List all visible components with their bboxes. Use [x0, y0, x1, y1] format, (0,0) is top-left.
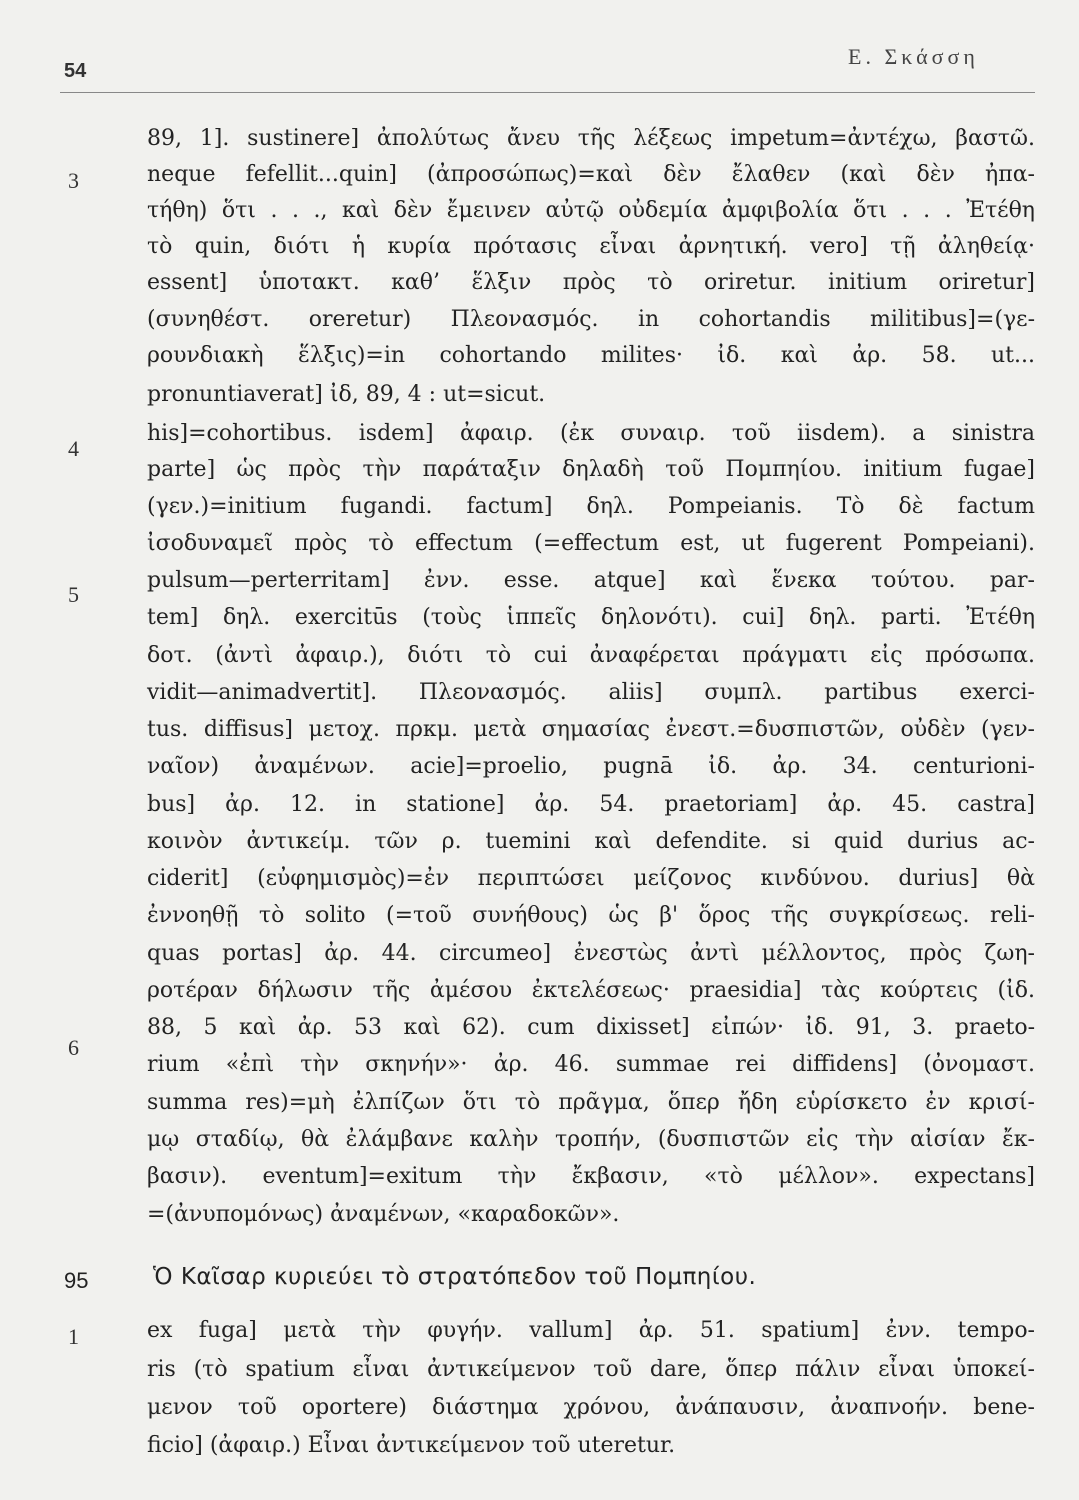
text-line: bus] ἀρ. 12. in statione] ἀρ. 54. praetoriam] ἀρ. 45. castra] [147, 792, 1035, 817]
text-line: ciderit] (εὐφημισμὸς)=ἐν περιπτώσει μείζονος κινδύνου. durius] θὰ [147, 866, 1035, 891]
text-line: ἐννοηθῇ τὸ solito (=τοῦ συνήθους) ὡς β' ὅρος τῆς συγκρίσεως. reli- [147, 903, 1035, 928]
text-line: βασιν). eventum]=exitum τὴν ἔκβασιν, «τὸ μέλλον». expectans] [147, 1164, 1035, 1189]
text-line: essent] ὑποτακτ. καθ’ ἕλξιν πρὸς τὸ oriretur. initium oriretur] [147, 270, 1035, 295]
section-number: 95 [64, 1268, 89, 1293]
text-line: neque fefellit...quin] (ἀπροσώπως)=καὶ δὲν ἔλαθεν (καὶ δὲν ἠπα- [147, 162, 1035, 187]
text-line: tem] δηλ. exercitūs (τοὺς ἱππεῖς δηλονότι). cui] δηλ. parti. Ἐτέθη [147, 605, 1035, 630]
text-line: vidit—animadvertit]. Πλεονασμός. aliis] συμπλ. partibus exerci- [147, 680, 1035, 705]
text-line: ris (τὸ spatium εἶναι ἀντικείμενον τοῦ dare, ὅπερ πάλιν εἶναι ὑποκεί- [147, 1357, 1035, 1382]
margin-number: 6 [68, 1035, 79, 1060]
page-number: 54 [64, 60, 87, 82]
text-line: 89, 1]. sustinere] ἀπολύτως ἄνευ τῆς λέξεως impetum=ἀντέχω, βαστῶ. [147, 126, 1035, 151]
text-line: ficio] (ἀφαιρ.) Εἶναι ἀντικείμενον τοῦ uteretur. [147, 1433, 676, 1458]
text-line: =(ἀνυπομόνως) ἀναμένων, «καραδοκῶν». [147, 1202, 620, 1227]
text-line: τήθη) ὅτι . . ., καὶ δὲν ἔμεινεν αὐτῷ οὐδεμία ἀμφιβολία ὅτι . . . Ἐτέθη [147, 198, 1035, 223]
text-line: ex fuga] μετὰ τὴν φυγήν. vallum] ἀρ. 51. spatium] ἐνν. tempo- [147, 1318, 1035, 1343]
text-line: κοινὸν ἀντικείμ. τῶν ρ. tuemini καὶ defendite. si quid durius ac- [147, 829, 1035, 854]
text-line: (συνηθέστ. oreretur) Πλεονασμός. in cohortandis militibus]=(γε- [147, 307, 1035, 332]
header-rule [60, 92, 1035, 93]
text-line: δοτ. (ἀντὶ ἀφαιρ.), διότι τὸ cui ἀναφέρεται πράγματι εἰς πρόσωπα. [147, 643, 1035, 668]
text-line: (γεν.)=initium fugandi. factum] δηλ. Pompeianis. Τὸ δὲ factum [147, 494, 1035, 519]
text-line: tus. diffisus] μετοχ. πρκμ. μετὰ σημασίας ἐνεστ.=δυσπιστῶν, οὐδὲν (γεν- [147, 717, 1035, 742]
text-line: ρουνδιακὴ ἕλξις)=in cohortando milites· ἰδ. καὶ ἀρ. 58. ut... [147, 343, 1035, 368]
margin-number: 5 [68, 582, 79, 607]
text-line: 88, 5 καὶ ἀρ. 53 καὶ 62). cum dixisset] εἰπών· ἰδ. 91, 3. praeto- [147, 1015, 1035, 1040]
text-line: μῳ σταδίῳ, θὰ ἐλάμβανε καλὴν τροπήν, (δυσπιστῶν εἰς τὴν αἰσίαν ἔκ- [147, 1127, 1035, 1152]
text-line: pulsum—perterritam] ἐνν. esse. atque] καὶ ἕνεκα τούτου. par- [147, 568, 1035, 593]
text-line: ροτέραν δήλωσιν τῆς ἀμέσου ἐκτελέσεως· praesidia] τὰς κούρτεις (ἰδ. [147, 978, 1035, 1003]
text-line: ἰσοδυναμεῖ πρὸς τὸ effectum (=effectum est, ut fugerent Pompeiani). [147, 531, 1035, 556]
text-line: μενον τοῦ oportere) διάστημα χρόνου, ἀνάπαυσιν, ἀναπνοήν. bene- [147, 1395, 1035, 1420]
text-line: summa res)=μὴ ἐλπίζων ὅτι τὸ πρᾶγμα, ὅπερ ἤδη εὑρίσκετο ἐν κρισί- [147, 1090, 1035, 1115]
section-heading: Ὁ Καῖσαρ κυριεύει τὸ στρατόπεδον τοῦ Πομπηίου. [153, 1264, 757, 1290]
margin-number: 3 [68, 168, 79, 193]
text-line: his]=cohortibus. isdem] ἀφαιρ. (ἐκ συναιρ. τοῦ iisdem). a sinistra [147, 421, 1035, 446]
text-line: rium «ἐπὶ τὴν σκηνήν»· ἀρ. 46. summae rei diffidens] (ὀνομαστ. [147, 1052, 1035, 1077]
margin-number: 4 [68, 436, 79, 461]
text-line: ναῖον) ἀναμένων. acie]=proelio, pugnā ἰδ. ἀρ. 34. centurioni- [147, 754, 1035, 779]
text-line: τὸ quin, διότι ἡ κυρία πρότασις εἶναι ἀρνητική. vero] τῇ ἀληθείᾳ· [147, 234, 1035, 259]
margin-number: 1 [68, 1324, 79, 1349]
text-line: quas portas] ἀρ. 44. circumeo] ἐνεστὼς ἀντὶ μέλλοντος, πρὸς ζωη- [147, 941, 1035, 966]
text-line: parte] ὡς πρὸς τὴν παράταξιν δηλαδὴ τοῦ Πομπηίου. initium fugae] [147, 457, 1035, 482]
running-head: Ε. Σκάσση [848, 44, 979, 69]
text-line: pronuntiaverat] ἰδ, 89, 4 : ut=sicut. [147, 382, 546, 407]
